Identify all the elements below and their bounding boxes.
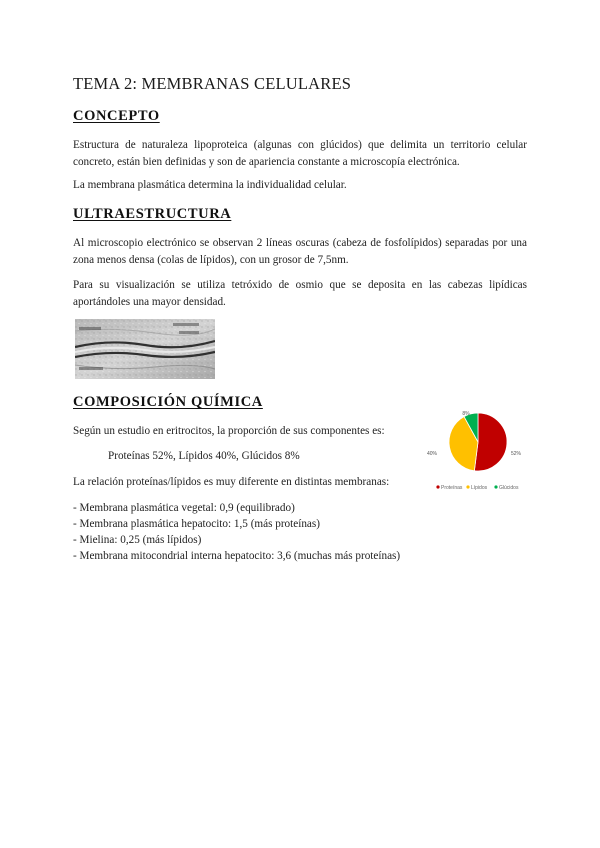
legend-swatch <box>436 485 439 488</box>
page-title: TEMA 2: MEMBRANAS CELULARES <box>73 74 352 93</box>
legend-swatch <box>494 485 497 488</box>
legend-label: Proteínas <box>441 484 463 491</box>
list-item: - Membrana plasmática hepatocito: 1,5 (más proteínas) <box>73 518 320 530</box>
legend-label: Lípidos <box>471 484 488 491</box>
pie-slice-1 <box>474 413 507 471</box>
legend-label: Glúcidos <box>499 484 519 491</box>
legend-swatch <box>466 485 469 488</box>
ultra-paragraph-2: Para su visualización se utiliza tetróxido de osmio que se deposita en las cabezas lipídicas aportándoles una mayor densidad. <box>73 279 527 308</box>
heading-concepto: CONCEPTO <box>73 108 160 124</box>
concepto-paragraph-2: La membrana plasmática determina la individualidad celular. <box>73 179 347 191</box>
pie-data-label: 8% <box>462 411 470 417</box>
list-item: - Mielina: 0,25 (más lípidos) <box>73 534 202 546</box>
composicion-paragraph-2: La relación proteínas/lípidos es muy diferente en distintas membranas: <box>73 476 390 488</box>
pie-data-label: 40% <box>426 451 438 457</box>
ultra-paragraph-1: Al microscopio electrónico se observan 2 líneas oscuras (cabeza de fosfolípidos) separadas por una zona menos densa (colas de lípidos), con un grosor de 7,5nm. <box>73 237 527 266</box>
concepto-paragraph-1: Estructura de naturaleza lipoproteica (algunas con glúcidos) que delimita un territorio celular concreto, están bien definidas y son de apariencia constante a microscopía electrónica. <box>73 139 527 168</box>
composition-values: Proteínas 52%, Lípidos 40%, Glúcidos 8% <box>108 450 300 462</box>
list-item: - Membrana plasmática vegetal: 0,9 (equilibrado) <box>73 502 295 514</box>
composicion-paragraph-1: Según un estudio en eritrocitos, la proporción de sus componentes es: <box>73 425 385 437</box>
list-item: - Membrana mitocondrial interna hepatocito: 3,6 (muchas más proteínas) <box>73 550 401 562</box>
heading-composicion: COMPOSICIÓN QUÍMICA <box>73 394 263 410</box>
membrane-micrograph-image <box>75 319 215 379</box>
composition-pie-chart <box>424 407 528 495</box>
pie-data-label: 52% <box>510 451 522 457</box>
heading-ultraestructura: ULTRAESTRUCTURA <box>73 206 232 222</box>
